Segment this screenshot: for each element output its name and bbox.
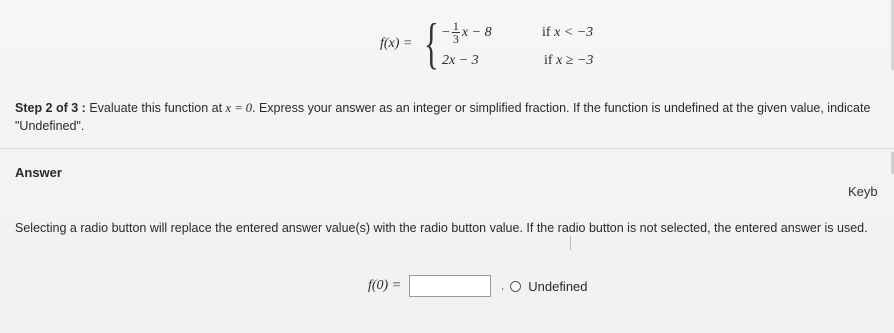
function-lhs: f(x) = bbox=[380, 36, 413, 51]
answer-input[interactable] bbox=[409, 275, 491, 297]
piece-2-expression: 2x − 3 bbox=[442, 53, 479, 68]
text-cursor-mark bbox=[570, 236, 571, 250]
answer-row bbox=[368, 275, 588, 297]
answer-lhs: f(0) = bbox=[368, 278, 402, 293]
piece-1-condition: if x < −3 bbox=[542, 24, 594, 40]
radio-instruction-text: Selecting a radio button will replace the entered answer value(s) with the radio button value. If the radio button is not selected, the entered answer is used. bbox=[15, 221, 868, 235]
piece-row-1 bbox=[442, 20, 593, 45]
piece-2-condition: if x ≥ −3 bbox=[544, 53, 594, 68]
step-text-before: Evaluate this function at bbox=[85, 101, 226, 115]
keyboard-toggle-link[interactable]: Keyb bbox=[848, 184, 878, 199]
step-text-after: . Express your answer as an integer or simplified fraction. If the function is undefined at the given value, indicate bbox=[252, 101, 871, 115]
step-instructions bbox=[15, 101, 870, 116]
undefined-radio-button[interactable] bbox=[510, 281, 521, 292]
answer-heading: Answer bbox=[15, 165, 62, 180]
section-divider bbox=[0, 148, 894, 149]
step-value-expression: x = 0 bbox=[225, 101, 252, 115]
fraction: $\frac{1}{3}$ bbox=[452, 19, 459, 46]
left-brace: { bbox=[424, 13, 439, 75]
piece-row-2 bbox=[442, 53, 593, 69]
piece-1-expression: − $\frac{1}{3}$ x − 8 bbox=[442, 19, 492, 46]
piecewise-function bbox=[372, 14, 612, 74]
step-label: Step 2 of 3 : bbox=[15, 101, 86, 115]
undefined-radio-label[interactable]: Undefined bbox=[528, 278, 588, 294]
separator: , bbox=[501, 280, 505, 292]
step-instructions-line-2: "Undefined". bbox=[15, 119, 85, 133]
